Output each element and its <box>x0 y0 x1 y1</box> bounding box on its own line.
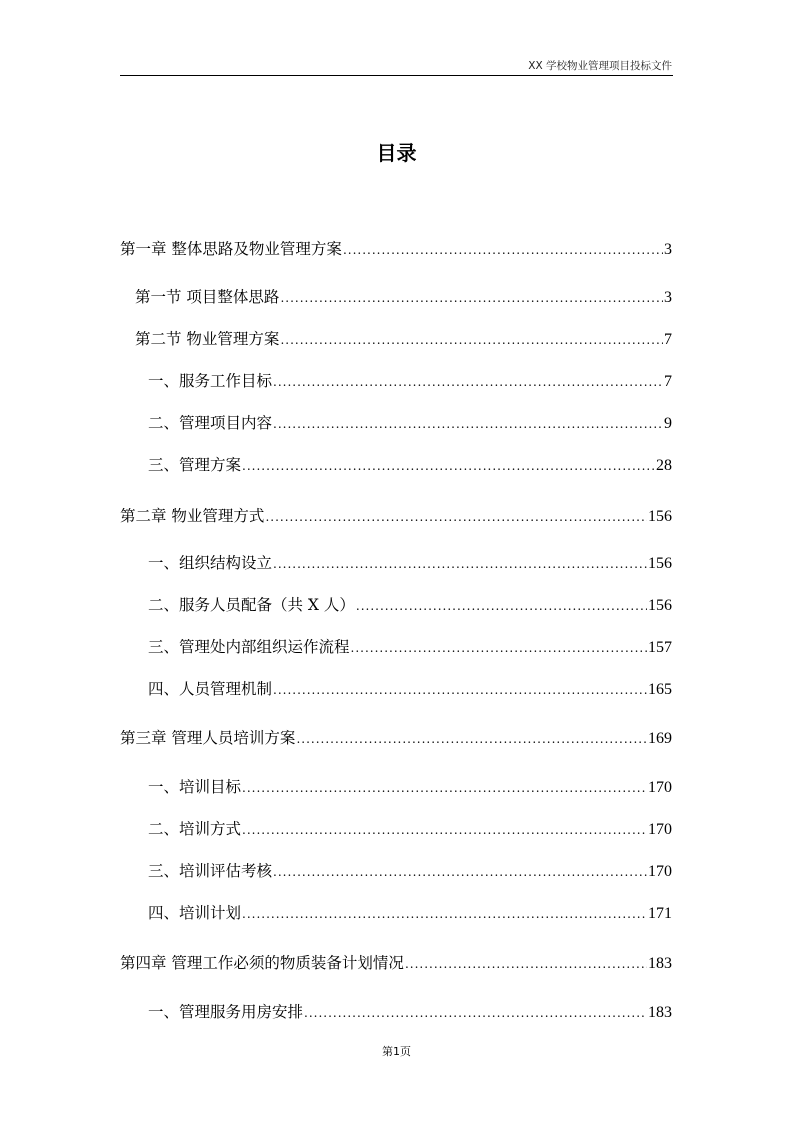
toc-entry-label: 第一章 整体思路及物业管理方案 <box>120 240 342 258</box>
toc-entry-label: 二、管理项目内容 <box>148 414 273 432</box>
toc-entry[interactable] <box>120 726 672 748</box>
toc-entry[interactable] <box>148 593 672 615</box>
toc-entry-page: 170 <box>648 863 672 880</box>
toc-entry-page: 165 <box>648 681 672 698</box>
toc-entry-page: 183 <box>648 955 672 972</box>
toc-entry[interactable] <box>148 369 672 391</box>
dot-leader <box>304 1006 647 1020</box>
toc-entry-page: 3 <box>664 241 672 258</box>
toc-entry-page: 7 <box>664 331 672 348</box>
toc-entry-page: 28 <box>656 457 672 474</box>
toc-entry-label: 二、培训方式 <box>148 820 242 838</box>
dot-leader <box>351 641 647 655</box>
dot-leader <box>273 375 663 389</box>
toc-entry-label: 三、管理方案 <box>148 456 242 474</box>
toc-entry-label: 第二章 物业管理方式 <box>120 507 265 525</box>
toc-entry-label: 一、服务工作目标 <box>148 372 273 390</box>
toc-entry-page: 157 <box>648 639 672 656</box>
dot-leader <box>343 243 663 257</box>
dot-leader <box>296 732 647 746</box>
dot-leader <box>242 781 647 795</box>
header-divider <box>120 75 673 76</box>
dot-leader <box>265 510 647 524</box>
toc-entry[interactable] <box>148 817 672 839</box>
running-header: XX 学校物业管理项目投标文件 <box>528 60 672 72</box>
toc-entry[interactable] <box>148 635 672 657</box>
toc-entry-label: 三、培训评估考核 <box>148 862 273 880</box>
toc-entry-page: 156 <box>648 597 672 614</box>
toc-entry-page: 3 <box>664 289 672 306</box>
toc-entry-label: 第四章 管理工作必须的物质装备计划情况 <box>120 954 404 972</box>
page-number: 第1页 <box>382 1045 411 1058</box>
toc-entry[interactable] <box>148 1000 672 1022</box>
toc-entry[interactable] <box>135 327 672 349</box>
toc-entry[interactable] <box>148 551 672 573</box>
toc-entry[interactable] <box>120 237 672 259</box>
dot-leader <box>242 459 655 473</box>
toc-entry-page: 170 <box>648 779 672 796</box>
dot-leader <box>273 683 647 697</box>
toc-entry[interactable] <box>148 775 672 797</box>
toc-entry[interactable] <box>148 901 672 923</box>
toc-entry-label: 四、培训计划 <box>148 904 242 922</box>
dot-leader <box>405 957 647 971</box>
toc-entry-page: 156 <box>648 555 672 572</box>
dot-leader <box>273 417 663 431</box>
toc-entry-label: 四、人员管理机制 <box>148 680 273 698</box>
toc-entry-label: 第一节 项目整体思路 <box>135 288 280 306</box>
dot-leader <box>280 291 663 305</box>
dot-leader <box>273 865 647 879</box>
toc-entry-label: 一、管理服务用房安排 <box>148 1003 304 1021</box>
toc-entry-page: 156 <box>648 508 672 525</box>
toc-entry[interactable] <box>135 285 672 307</box>
toc-entry[interactable] <box>148 453 672 475</box>
dot-leader <box>273 557 647 571</box>
toc-entry-page: 171 <box>648 905 672 922</box>
toc-entry-label: 三、管理处内部组织运作流程 <box>148 638 350 656</box>
toc-entry-label: 一、组织结构设立 <box>148 554 273 572</box>
toc-entry-page: 183 <box>648 1004 672 1021</box>
toc-entry-label: 一、培训目标 <box>148 778 242 796</box>
toc-entry-page: 7 <box>664 373 672 390</box>
toc-entry-label: 二、服务人员配备（共 X 人） <box>148 596 355 614</box>
toc-entry[interactable] <box>120 951 672 973</box>
dot-leader <box>280 333 663 347</box>
dot-leader <box>242 823 647 837</box>
toc-entry-page: 170 <box>648 821 672 838</box>
dot-leader <box>242 907 647 921</box>
toc-entry-page: 9 <box>664 415 672 432</box>
page-title: 目录 <box>376 141 417 165</box>
toc-entry[interactable] <box>148 411 672 433</box>
toc-entry[interactable] <box>120 504 672 526</box>
toc-entry-page: 169 <box>648 730 672 747</box>
dot-leader <box>356 599 647 613</box>
toc-entry-label: 第二节 物业管理方案 <box>135 330 280 348</box>
toc-entry-label: 第三章 管理人员培训方案 <box>120 729 296 747</box>
toc-entry[interactable] <box>148 677 672 699</box>
toc-entry[interactable] <box>148 859 672 881</box>
